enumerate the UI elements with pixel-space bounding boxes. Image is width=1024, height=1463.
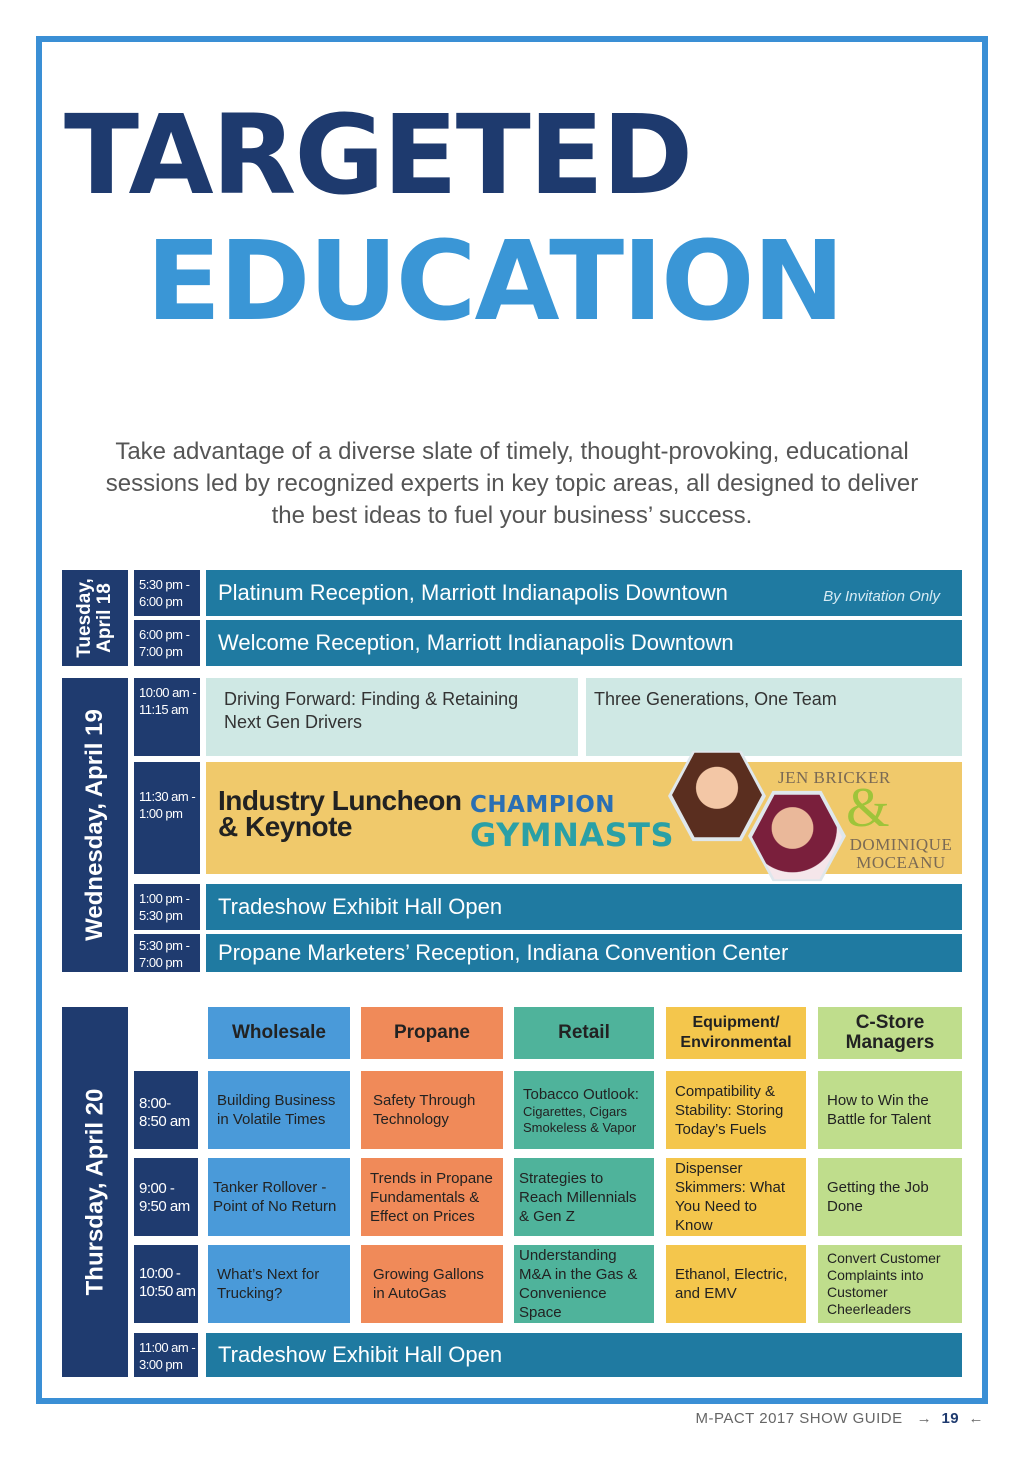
time-slot: 1:00 pm - 5:30 pm (134, 884, 200, 930)
category-wholesale: Wholesale (208, 1007, 350, 1059)
session-title: Tobacco Outlook: (523, 1085, 639, 1103)
time-slot: 5:30 pm - 7:00 pm (134, 934, 200, 972)
session-cell: Getting the Job Done (818, 1158, 962, 1236)
luncheon-title: Industry Luncheon & Keynote (218, 785, 462, 842)
session-cell: Tanker Rollover - Point of No Return (208, 1158, 350, 1236)
day-label-wednesday: Wednesday, April 19 (62, 678, 128, 972)
session-cell: Strategies to Reach Millennials & Gen Z (514, 1158, 654, 1236)
footer-divider: → (907, 1410, 937, 1427)
time-slot: 5:30 pm - 6:00 pm (134, 570, 200, 616)
time-slot: 11:00 am - 3:00 pm (134, 1333, 198, 1377)
event-bar-tradeshow (206, 884, 962, 930)
show-guide-label: M-PACT 2017 SHOW GUIDE (695, 1410, 903, 1427)
day-label-thursday: Thursday, April 20 (62, 1007, 128, 1377)
session-cell: What’s Next for Trucking? (208, 1245, 350, 1323)
event-bar-propane-reception (206, 934, 962, 972)
session-cell: Trends in Propane Fundamentals & Effect on Prices (361, 1158, 503, 1236)
session-subtitle: Cigarettes, Cigars Smokeless & Vapor (523, 1103, 637, 1135)
session-three-generations: Three Generations, One Team (586, 678, 962, 756)
time-slot: 10:00 - 10:50 am (134, 1245, 198, 1323)
day-label-tuesday: Tuesday, April 18 (62, 570, 128, 666)
speaker-name-jen: JEN BRICKER (778, 768, 891, 787)
event-title: Welcome Reception, Marriott Indianapolis Downtown (218, 630, 734, 655)
time-slot: 9:00 - 9:50 am (134, 1158, 198, 1236)
page-footer (695, 1410, 984, 1427)
intro-text: Take advantage of a diverse slate of timely, thought-provoking, educational sessions led by recognized experts in key topic areas, all designed to deliver the best ideas to fuel your business’ success. (105, 438, 919, 529)
session-cell: Ethanol, Electric, and EMV (666, 1245, 806, 1323)
category-cstore: C-Store Managers (818, 1007, 962, 1059)
session-cell: Dispenser Skimmers: What You Need to Know (666, 1158, 806, 1236)
speaker-name-dominique: DOMINIQUE MOCEANU (849, 835, 953, 872)
page-number: 19 (941, 1410, 960, 1427)
session-cell (514, 1071, 654, 1149)
time-slot: 8:00- 8:50 am (134, 1071, 198, 1149)
title-line2: EDUCATION (146, 217, 843, 345)
session-cell: How to Win the Battle for Talent (818, 1071, 962, 1149)
champion-label: CHAMPION (470, 792, 616, 818)
category-propane: Propane (361, 1007, 503, 1059)
event-bar-tradeshow-thursday (206, 1333, 962, 1377)
footer-divider: ← (963, 1410, 984, 1427)
event-bar-welcome (206, 620, 962, 666)
title-line1: TARGETED (64, 91, 692, 219)
session-cell: Safety Through Technology (361, 1071, 503, 1149)
time-slot: 10:00 am - 11:15 am (134, 678, 200, 756)
event-title: Platinum Reception, Marriott Indianapolis Downtown (218, 580, 728, 605)
event-title: Tradeshow Exhibit Hall Open (218, 894, 503, 919)
time-slot: 11:30 am - 1:00 pm (134, 762, 200, 874)
invitation-note: By Invitation Only (823, 588, 940, 605)
event-bar-platinum (206, 570, 962, 616)
speaker-photo-jen-bricker (672, 750, 762, 840)
gymnasts-label: GYMNASTS (470, 816, 675, 854)
session-cell: Compatibility & Stability: Storing Today’s Fuels (666, 1071, 806, 1149)
ampersand: & (846, 777, 890, 839)
session-cell: Understanding M&A in the Gas & Convenience Space (514, 1245, 654, 1323)
category-equipment: Equipment/ Environmental (666, 1007, 806, 1059)
event-title: Propane Marketers’ Reception, Indiana Convention Center (218, 940, 789, 965)
luncheon-keynote-panel (206, 762, 962, 874)
session-cell: Growing Gallons in AutoGas (361, 1245, 503, 1323)
time-slot: 6:00 pm - 7:00 pm (134, 620, 200, 666)
session-cell: Building Business in Volatile Times (208, 1071, 350, 1149)
event-title: Tradeshow Exhibit Hall Open (218, 1342, 503, 1367)
category-retail: Retail (514, 1007, 654, 1059)
session-cell: Convert Customer Complaints into Customer Cheerleaders (818, 1245, 962, 1323)
session-driving-forward: Driving Forward: Finding & Retaining Next Gen Drivers (206, 678, 578, 756)
